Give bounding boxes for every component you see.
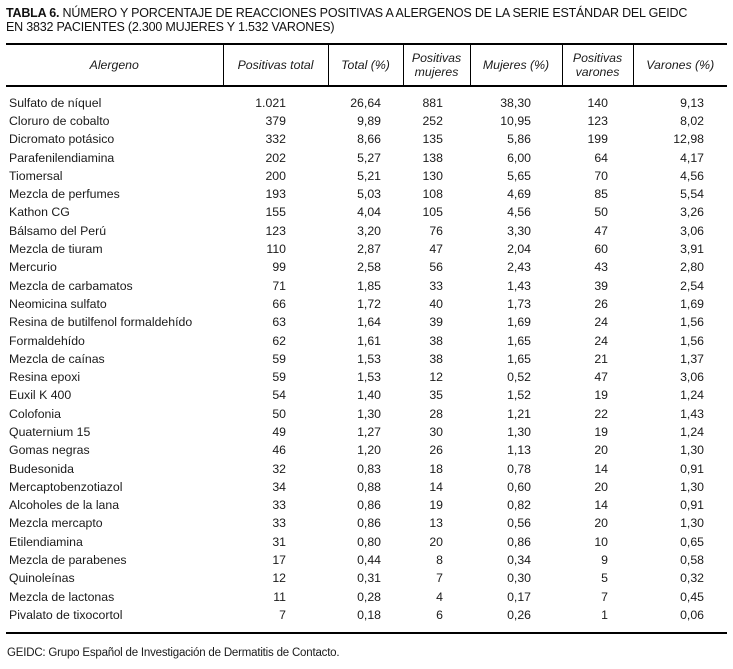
table-row	[6, 185, 727, 203]
cell-total-pct: 1,72	[357, 296, 381, 311]
cell-mujeres-pct: 0,56	[507, 516, 531, 531]
cell-positivas-varones: 123	[587, 113, 608, 128]
cell-positivas-total: 54	[272, 388, 286, 403]
cell-positivas-varones: 22	[594, 406, 608, 421]
cell-positivas-varones: 19	[594, 424, 608, 439]
cell-alergeno: Bálsamo del Perú	[9, 223, 107, 238]
cell-positivas-mujeres: 105	[422, 205, 443, 220]
cell-alergeno: Sulfato de níquel	[9, 95, 102, 110]
cell-total-pct: 8,66	[357, 132, 381, 147]
cell-positivas-mujeres: 47	[429, 242, 443, 257]
allergen-table	[6, 43, 727, 634]
cell-positivas-varones: 24	[594, 333, 608, 348]
cell-positivas-total: 155	[265, 205, 286, 220]
table-row	[6, 167, 727, 185]
cell-positivas-varones: 60	[594, 242, 608, 257]
cell-total-pct: 4,04	[357, 205, 381, 220]
cell-positivas-varones: 21	[594, 351, 608, 366]
cell-varones-pct: 0,65	[680, 534, 704, 549]
cell-total-pct: 5,27	[357, 150, 381, 165]
col-header-positivas-total: Positivas total	[223, 44, 328, 86]
cell-total-pct: 0,44	[357, 553, 381, 568]
table-row	[6, 131, 727, 149]
cell-mujeres-pct: 0,86	[507, 534, 531, 549]
cell-varones-pct: 0,58	[680, 553, 704, 568]
table-row	[6, 314, 727, 332]
cell-positivas-total: 63	[272, 315, 286, 330]
col-header-alergeno: Alergeno	[6, 44, 223, 86]
cell-total-pct: 1,53	[357, 370, 381, 385]
cell-total-pct: 26,64	[350, 95, 381, 110]
cell-positivas-varones: 20	[594, 479, 608, 494]
cell-total-pct: 5,03	[357, 187, 381, 202]
cell-total-pct: 1,61	[357, 333, 381, 348]
cell-positivas-total: 71	[272, 278, 286, 293]
cell-varones-pct: 1,37	[680, 351, 704, 366]
cell-positivas-total: 50	[272, 406, 286, 421]
cell-positivas-total: 46	[272, 443, 286, 458]
cell-positivas-mujeres: 18	[429, 461, 443, 476]
cell-mujeres-pct: 4,56	[507, 205, 531, 220]
cell-mujeres-pct: 5,86	[507, 132, 531, 147]
cell-total-pct: 0,18	[328, 606, 403, 632]
cell-varones-pct: 1,30	[680, 516, 704, 531]
cell-positivas-total: 193	[265, 187, 286, 202]
cell-positivas-total: 202	[265, 150, 286, 165]
cell-varones-pct: 3,06	[680, 370, 704, 385]
cell-positivas-total: 34	[272, 479, 286, 494]
table-row	[6, 460, 727, 478]
col-header-varones-pct: Varones (%)	[633, 44, 727, 86]
cell-mujeres-pct: 2,04	[507, 242, 531, 257]
cell-total-pct: 1,40	[357, 388, 381, 403]
cell-positivas-total: 1.021	[255, 95, 286, 110]
col-header-total-pct: Total (%)	[328, 44, 403, 86]
cell-varones-pct: 1,30	[680, 479, 704, 494]
cell-alergeno: Tiomersal	[9, 168, 63, 183]
table-row	[6, 204, 727, 222]
cell-positivas-mujeres: 252	[422, 113, 443, 128]
table-row	[6, 478, 727, 496]
cell-alergeno: Mercaptobenzotiazol	[9, 479, 123, 494]
cell-positivas-total: 12	[272, 571, 286, 586]
cell-varones-pct: 0,45	[680, 589, 704, 604]
cell-positivas-mujeres: 4	[436, 589, 443, 604]
cell-varones-pct: 1,56	[680, 333, 704, 348]
cell-total-pct: 1,20	[357, 443, 381, 458]
cell-mujeres-pct: 38,30	[500, 95, 531, 110]
cell-total-pct: 1,53	[357, 351, 381, 366]
cell-positivas-varones: 47	[594, 223, 608, 238]
cell-positivas-mujeres: 13	[429, 516, 443, 531]
cell-varones-pct: 2,54	[680, 278, 704, 293]
cell-positivas-varones: 50	[594, 205, 608, 220]
title-text-1: NÚMERO Y PORCENTAJE DE REACCIONES POSITIVAS A ALERGENOS DE LA SERIE ESTÁNDAR DEL GEIDC	[62, 6, 688, 20]
cell-total-pct: 1,30	[357, 406, 381, 421]
cell-total-pct: 1,85	[357, 278, 381, 293]
cell-mujeres-pct: 10,95	[500, 113, 531, 128]
cell-mujeres-pct: 5,65	[507, 168, 531, 183]
cell-mujeres-pct: 2,43	[507, 260, 531, 275]
cell-positivas-mujeres: 12	[429, 370, 443, 385]
cell-positivas-mujeres: 28	[429, 406, 443, 421]
cell-alergeno: Mezcla de caínas	[9, 351, 105, 366]
table-title	[6, 6, 729, 34]
cell-positivas-mujeres: 26	[429, 443, 443, 458]
cell-positivas-total: 379	[265, 113, 286, 128]
cell-positivas-varones: 19	[594, 388, 608, 403]
cell-positivas-total: 49	[272, 424, 286, 439]
cell-positivas-total: 33	[272, 498, 286, 513]
cell-positivas-total: 123	[265, 223, 286, 238]
col-header-positivas-mujeres: Positivas mujeres	[403, 44, 470, 86]
cell-mujeres-pct: 1,65	[507, 351, 531, 366]
cell-alergeno: Mezcla mercapto	[9, 516, 103, 531]
cell-positivas-mujeres: 38	[429, 351, 443, 366]
cell-mujeres-pct: 0,78	[507, 461, 531, 476]
cell-alergeno: Quinoleínas	[9, 571, 75, 586]
cell-alergeno: Formaldehído	[9, 333, 85, 348]
table-row	[6, 295, 727, 313]
table-row	[6, 387, 727, 405]
cell-positivas-total: 17	[272, 553, 286, 568]
cell-alergeno: Mezcla de carbamatos	[9, 278, 133, 293]
cell-positivas-mujeres: 19	[429, 498, 443, 513]
cell-positivas-mujeres: 20	[429, 534, 443, 549]
header-row	[6, 44, 727, 86]
cell-positivas-mujeres: 8	[436, 553, 443, 568]
cell-positivas-varones: 24	[594, 315, 608, 330]
cell-positivas-total: 200	[265, 168, 286, 183]
cell-varones-pct: 1,56	[680, 315, 704, 330]
cell-total-pct: 0,80	[357, 534, 381, 549]
cell-alergeno: Gomas negras	[9, 443, 90, 458]
cell-positivas-varones: 199	[587, 132, 608, 147]
cell-varones-pct: 0,32	[680, 571, 704, 586]
table-row	[6, 497, 727, 515]
cell-varones-pct: 4,56	[680, 168, 704, 183]
cell-varones-pct: 4,17	[680, 150, 704, 165]
cell-mujeres-pct: 1,21	[507, 406, 531, 421]
cell-mujeres-pct: 1,13	[507, 443, 531, 458]
table-row	[6, 149, 727, 167]
cell-positivas-varones: 85	[594, 187, 608, 202]
table-row	[6, 515, 727, 533]
table-row	[6, 588, 727, 606]
table-number: TABLA 6.	[6, 6, 60, 20]
cell-alergeno: Mezcla de tiuram	[9, 242, 103, 257]
cell-total-pct: 0,86	[357, 516, 381, 531]
cell-varones-pct: 8,02	[680, 113, 704, 128]
table-header	[6, 44, 727, 86]
cell-alergeno: Resina de butilfenol formaldehído	[9, 315, 193, 330]
cell-alergeno: Alcoholes de la lana	[9, 498, 120, 513]
cell-positivas-mujeres: 881	[422, 95, 443, 110]
cell-mujeres-pct: 3,30	[507, 223, 531, 238]
table-row	[6, 570, 727, 588]
cell-positivas-total: 32	[272, 461, 286, 476]
table-row	[6, 222, 727, 240]
cell-total-pct: 1,64	[357, 315, 381, 330]
cell-positivas-total: 59	[272, 351, 286, 366]
cell-positivas-mujeres: 108	[422, 187, 443, 202]
cell-total-pct: 9,89	[357, 113, 381, 128]
cell-positivas-mujeres: 40	[429, 296, 443, 311]
cell-mujeres-pct: 4,69	[507, 187, 531, 202]
title-line-1	[6, 6, 729, 20]
cell-mujeres-pct: 6,00	[507, 150, 531, 165]
table-footnote: GEIDC: Grupo Español de Investigación de Dermatitis de Contacto.	[7, 646, 340, 659]
cell-alergeno: Neomicina sulfato	[9, 296, 107, 311]
table-row	[6, 259, 727, 277]
table-row	[6, 368, 727, 386]
table-row	[6, 277, 727, 295]
cell-alergeno: Euxil K 400	[9, 388, 72, 403]
cell-varones-pct: 1,24	[680, 388, 704, 403]
cell-total-pct: 0,88	[357, 479, 381, 494]
cell-mujeres-pct: 1,52	[507, 388, 531, 403]
cell-positivas-total: 7	[223, 606, 328, 632]
cell-varones-pct: 1,30	[680, 443, 704, 458]
cell-mujeres-pct: 0,34	[507, 553, 531, 568]
table-row	[6, 332, 727, 350]
cell-varones-pct: 0,91	[680, 461, 704, 476]
table-body	[6, 86, 727, 633]
title-line-2: EN 3832 PACIENTES (2.300 MUJERES Y 1.532 VARONES)	[6, 20, 335, 34]
cell-varones-pct: 3,26	[680, 205, 704, 220]
table-row	[6, 240, 727, 258]
cell-mujeres-pct: 0,82	[507, 498, 531, 513]
table-row	[6, 405, 727, 423]
table-row	[6, 606, 727, 632]
cell-alergeno: Dicromato potásico	[9, 132, 115, 147]
table-row	[6, 533, 727, 551]
table-row	[6, 350, 727, 368]
cell-positivas-mujeres: 14	[429, 479, 443, 494]
cell-positivas-varones: 39	[594, 278, 608, 293]
cell-positivas-total: 31	[272, 534, 286, 549]
cell-positivas-varones: 14	[594, 461, 608, 476]
cell-alergeno: Mezcla de parabenes	[9, 553, 127, 568]
cell-positivas-mujeres: 7	[436, 571, 443, 586]
cell-alergeno: Etilendiamina	[9, 534, 83, 549]
cell-positivas-varones: 43	[594, 260, 608, 275]
cell-positivas-varones: 9	[601, 553, 608, 568]
cell-total-pct: 5,21	[357, 168, 381, 183]
cell-varones-pct: 1,24	[680, 424, 704, 439]
cell-positivas-total: 332	[265, 132, 286, 147]
cell-alergeno: Mezcla de lactonas	[9, 589, 115, 604]
cell-alergeno: Mercurio	[9, 260, 57, 275]
cell-positivas-varones: 20	[594, 516, 608, 531]
cell-mujeres-pct: 0,17	[507, 589, 531, 604]
cell-total-pct: 0,83	[357, 461, 381, 476]
cell-positivas-mujeres: 33	[429, 278, 443, 293]
cell-positivas-total: 66	[272, 296, 286, 311]
cell-positivas-mujeres: 135	[422, 132, 443, 147]
cell-positivas-varones: 5	[601, 571, 608, 586]
cell-mujeres-pct: 0,52	[507, 370, 531, 385]
table-row	[6, 442, 727, 460]
cell-total-pct: 3,20	[357, 223, 381, 238]
cell-positivas-varones: 64	[594, 150, 608, 165]
cell-varones-pct: 0,06	[633, 606, 727, 632]
cell-varones-pct: 0,91	[680, 498, 704, 513]
cell-varones-pct: 3,06	[680, 223, 704, 238]
cell-positivas-mujeres: 138	[422, 150, 443, 165]
cell-positivas-total: 33	[272, 516, 286, 531]
cell-mujeres-pct: 1,73	[507, 296, 531, 311]
table-row	[6, 423, 727, 441]
cell-positivas-varones: 26	[594, 296, 608, 311]
cell-positivas-varones: 7	[601, 589, 608, 604]
cell-positivas-total: 62	[272, 333, 286, 348]
cell-positivas-varones: 14	[594, 498, 608, 513]
cell-positivas-mujeres: 130	[422, 168, 443, 183]
cell-positivas-mujeres: 6	[403, 606, 470, 632]
cell-varones-pct: 3,91	[680, 242, 704, 257]
table-row	[6, 86, 727, 112]
cell-alergeno: Quaternium 15	[9, 424, 91, 439]
cell-mujeres-pct: 1,65	[507, 333, 531, 348]
cell-mujeres-pct: 1,30	[507, 424, 531, 439]
cell-positivas-varones: 10	[594, 534, 608, 549]
cell-varones-pct: 5,54	[680, 187, 704, 202]
cell-positivas-mujeres: 35	[429, 388, 443, 403]
cell-total-pct: 2,87	[357, 242, 381, 257]
col-header-mujeres-pct: Mujeres (%)	[470, 44, 562, 86]
cell-mujeres-pct: 0,30	[507, 571, 531, 586]
cell-total-pct: 2,58	[357, 260, 381, 275]
cell-mujeres-pct: 0,60	[507, 479, 531, 494]
table-row	[6, 112, 727, 130]
cell-alergeno: Pivalato de tixocortol	[6, 606, 223, 632]
cell-positivas-varones: 1	[562, 606, 633, 632]
cell-positivas-mujeres: 38	[429, 333, 443, 348]
cell-positivas-mujeres: 30	[429, 424, 443, 439]
cell-alergeno: Budesonida	[9, 461, 74, 476]
cell-positivas-varones: 70	[594, 168, 608, 183]
cell-varones-pct: 9,13	[680, 95, 704, 110]
cell-mujeres-pct: 1,69	[507, 315, 531, 330]
table-row	[6, 551, 727, 569]
cell-positivas-mujeres: 39	[429, 315, 443, 330]
cell-total-pct: 0,86	[357, 498, 381, 513]
col-header-positivas-varones: Positivas varones	[562, 44, 633, 86]
cell-positivas-total: 11	[273, 589, 286, 604]
cell-mujeres-pct: 1,43	[507, 278, 531, 293]
cell-total-pct: 0,31	[357, 571, 381, 586]
cell-alergeno: Cloruro de cobalto	[9, 113, 110, 128]
cell-total-pct: 0,28	[357, 589, 381, 604]
cell-varones-pct: 2,80	[680, 260, 704, 275]
cell-positivas-varones: 20	[594, 443, 608, 458]
cell-total-pct: 1,27	[357, 424, 381, 439]
cell-positivas-mujeres: 76	[429, 223, 443, 238]
cell-positivas-mujeres: 56	[429, 260, 443, 275]
cell-alergeno: Mezcla de perfumes	[9, 187, 120, 202]
cell-varones-pct: 1,69	[680, 296, 704, 311]
cell-positivas-total: 110	[266, 242, 286, 257]
cell-alergeno: Parafenilendiamina	[9, 150, 115, 165]
cell-varones-pct: 1,43	[680, 406, 704, 421]
cell-alergeno: Colofonia	[9, 406, 61, 421]
cell-positivas-total: 99	[272, 260, 286, 275]
cell-positivas-varones: 47	[594, 370, 608, 385]
cell-positivas-varones: 140	[587, 95, 608, 110]
cell-alergeno: Kathon CG	[9, 205, 70, 220]
cell-alergeno: Resina epoxi	[9, 370, 81, 385]
cell-mujeres-pct: 0,26	[470, 606, 562, 632]
cell-varones-pct: 12,98	[673, 132, 704, 147]
cell-positivas-total: 59	[272, 370, 286, 385]
